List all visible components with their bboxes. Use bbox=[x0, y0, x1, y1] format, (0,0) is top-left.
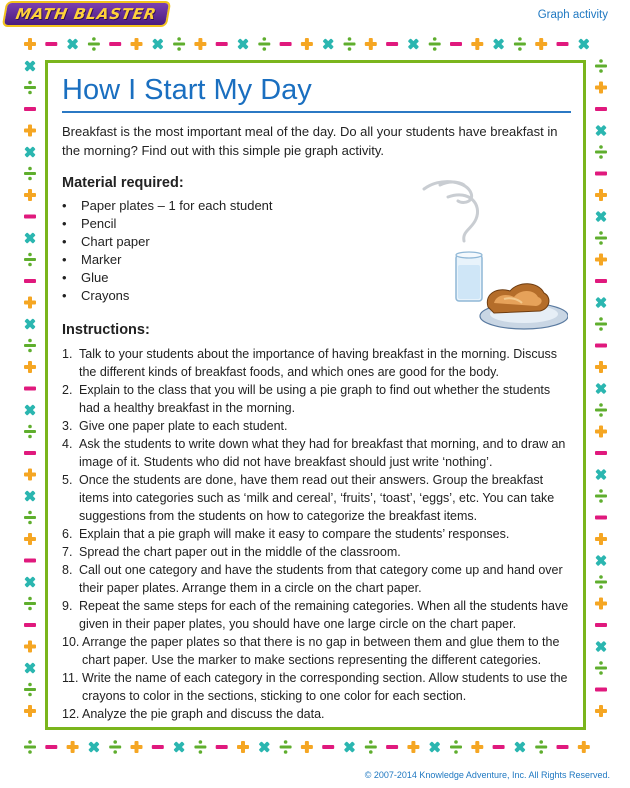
instruction-step: 3. Give one paper plate to each student. bbox=[62, 419, 288, 433]
minus-icon bbox=[24, 623, 36, 627]
plus-icon bbox=[237, 741, 249, 753]
instruction-step: 12. Analyze the pie graph and discuss the data. bbox=[62, 707, 325, 721]
plus-icon bbox=[131, 741, 143, 753]
plus-icon bbox=[365, 38, 377, 50]
minus-icon bbox=[595, 172, 607, 176]
times-icon bbox=[595, 211, 606, 222]
plus-icon bbox=[24, 705, 36, 717]
plus-icon bbox=[24, 297, 36, 309]
plus-icon bbox=[67, 741, 79, 753]
times-icon bbox=[344, 741, 355, 752]
times-icon bbox=[595, 555, 606, 566]
minus-icon bbox=[24, 387, 36, 391]
bullet-icon: • bbox=[62, 234, 67, 249]
minus-icon bbox=[386, 745, 398, 749]
minus-icon bbox=[557, 745, 569, 749]
divide-icon bbox=[173, 37, 185, 51]
times-icon bbox=[24, 576, 35, 587]
minus-icon bbox=[24, 559, 36, 563]
instruction-step: 5. Once the students are done, have them read out their answers. Group the breakfast items into categories such as ‘milk and cereal’, ‘fruits’, ‘toast’, ‘eggs’, etc. You can take suggestions from the students on how to categorize the breakfast items. bbox=[62, 473, 555, 523]
times-icon bbox=[24, 318, 35, 329]
logo-text: MATH BLASTER bbox=[14, 5, 159, 23]
copyright-notice: © 2007-2014 Knowledge Adventure, Inc. All Rights Reserved. bbox=[364, 770, 610, 780]
divide-icon bbox=[365, 740, 377, 754]
instruction-step: 6. Explain that a pie graph will make it easy to compare the students’ responses. bbox=[62, 527, 510, 541]
minus-icon bbox=[216, 42, 228, 46]
divide-icon bbox=[280, 740, 292, 754]
times-icon bbox=[24, 146, 35, 157]
minus-icon bbox=[24, 451, 36, 455]
divide-icon bbox=[595, 317, 607, 331]
instruction-step: 9. Repeat the same steps for each of the remaining categories. When all the students have given in their paper plates, you should have one large circle on the chart paper. bbox=[62, 599, 569, 631]
divide-icon bbox=[24, 740, 36, 754]
toast-icon bbox=[487, 284, 549, 313]
divide-icon bbox=[24, 167, 36, 181]
minus-icon bbox=[45, 42, 57, 46]
times-icon bbox=[24, 60, 35, 71]
plus-icon bbox=[595, 598, 607, 610]
breakfast-illustration bbox=[418, 175, 568, 335]
intro-paragraph: Breakfast is the most important meal of the day. Do all your students have breakfast in the morning? Find out with this simple pie graph activity. bbox=[62, 124, 558, 158]
minus-icon bbox=[24, 279, 36, 283]
plus-icon bbox=[595, 426, 607, 438]
divide-icon bbox=[595, 59, 607, 73]
minus-icon bbox=[109, 42, 121, 46]
divide-icon bbox=[344, 37, 356, 51]
minus-icon bbox=[557, 42, 569, 46]
divide-icon bbox=[595, 145, 607, 159]
divide-icon bbox=[595, 575, 607, 589]
divide-icon bbox=[595, 489, 607, 503]
bullet-icon: • bbox=[62, 252, 67, 267]
times-icon bbox=[24, 490, 35, 501]
divide-icon bbox=[514, 37, 526, 51]
times-icon bbox=[578, 38, 589, 49]
instructions-heading: Instructions: bbox=[62, 322, 150, 338]
minus-icon bbox=[45, 745, 57, 749]
divide-icon bbox=[429, 37, 441, 51]
divide-icon bbox=[194, 740, 206, 754]
minus-icon bbox=[595, 279, 607, 283]
times-icon bbox=[429, 741, 440, 752]
plus-icon bbox=[24, 361, 36, 373]
divide-icon bbox=[595, 403, 607, 417]
plus-icon bbox=[595, 533, 607, 545]
material-item: • Crayons bbox=[62, 288, 130, 303]
minus-icon bbox=[595, 688, 607, 692]
times-icon bbox=[595, 125, 606, 136]
plus-icon bbox=[24, 125, 36, 137]
minus-icon bbox=[24, 215, 36, 219]
times-icon bbox=[173, 741, 184, 752]
plus-icon bbox=[535, 38, 547, 50]
plus-icon bbox=[24, 469, 36, 481]
plus-icon bbox=[24, 641, 36, 653]
times-icon bbox=[24, 404, 35, 415]
times-icon bbox=[152, 38, 163, 49]
category-label: Graph activity bbox=[537, 9, 608, 21]
divide-icon bbox=[24, 425, 36, 439]
instruction-step: 7. Spread the chart paper out in the middle of the classroom. bbox=[62, 545, 401, 559]
materials-heading: Material required: bbox=[62, 175, 184, 191]
times-icon bbox=[408, 38, 419, 49]
divide-icon bbox=[535, 740, 547, 754]
times-icon bbox=[323, 38, 334, 49]
minus-icon bbox=[595, 623, 607, 627]
plus-icon bbox=[595, 361, 607, 373]
plus-icon bbox=[407, 741, 419, 753]
minus-icon bbox=[24, 107, 36, 111]
times-icon bbox=[595, 297, 606, 308]
divide-icon bbox=[24, 81, 36, 95]
instruction-step: 10. Arrange the paper plates so that there is no gap in between them and glue them to the chart paper. Use the marker to make sections representing the different categories. bbox=[62, 635, 560, 667]
instruction-step: 8. Call out one category and have the students from that category come up and hand over their paper plates. Arrange them in a circle on the chart paper. bbox=[62, 563, 563, 595]
plus-icon bbox=[595, 82, 607, 94]
minus-icon bbox=[595, 516, 607, 520]
bullet-icon: • bbox=[62, 288, 67, 303]
plus-icon bbox=[24, 533, 36, 545]
materials-list bbox=[62, 197, 273, 305]
material-item: • Paper plates – 1 for each student bbox=[62, 198, 273, 213]
bullet-icon: • bbox=[62, 198, 67, 213]
times-icon bbox=[259, 741, 270, 752]
minus-icon bbox=[595, 451, 607, 455]
times-icon bbox=[24, 232, 35, 243]
divide-icon bbox=[24, 511, 36, 525]
divide-icon bbox=[24, 597, 36, 611]
divide-icon bbox=[595, 231, 607, 245]
minus-icon bbox=[322, 745, 334, 749]
plus-icon bbox=[24, 189, 36, 201]
times-icon bbox=[88, 741, 99, 752]
plus-icon bbox=[24, 38, 36, 50]
times-icon bbox=[493, 38, 504, 49]
milk-glass-icon bbox=[456, 252, 482, 301]
plus-icon bbox=[595, 254, 607, 266]
plus-icon bbox=[595, 705, 607, 717]
plus-icon bbox=[194, 38, 206, 50]
instruction-step: 2. Explain to the class that you will be using a pie graph to find out whether the students had a healthy breakfast in the morning. bbox=[62, 383, 551, 415]
minus-icon bbox=[493, 745, 505, 749]
times-icon bbox=[237, 38, 248, 49]
plus-icon bbox=[131, 38, 143, 50]
divide-icon bbox=[88, 37, 100, 51]
minus-icon bbox=[595, 344, 607, 348]
times-icon bbox=[24, 662, 35, 673]
minus-icon bbox=[280, 42, 292, 46]
instruction-step: 1. Talk to your students about the importance of having breakfast in the morning. Discuss the different kinds of breakfast foods, and which ones are good for the body. bbox=[62, 347, 558, 379]
instruction-step: 4. Ask the students to write down what they had for breakfast that morning, and to draw an image of it. Students who did not have breakfast should just write ‘nothing’. bbox=[62, 437, 566, 469]
minus-icon bbox=[450, 42, 462, 46]
material-item: • Chart paper bbox=[62, 234, 150, 249]
minus-icon bbox=[595, 107, 607, 111]
steam-icon bbox=[424, 182, 478, 241]
plus-icon bbox=[595, 189, 607, 201]
minus-icon bbox=[386, 42, 398, 46]
plus-icon bbox=[471, 741, 483, 753]
title-divider bbox=[62, 111, 571, 113]
divide-icon bbox=[24, 683, 36, 697]
divide-icon bbox=[24, 253, 36, 267]
times-icon bbox=[67, 38, 78, 49]
divide-icon bbox=[450, 740, 462, 754]
instructions-list bbox=[62, 345, 574, 723]
divide-icon bbox=[258, 37, 270, 51]
times-icon bbox=[514, 741, 525, 752]
material-item: • Glue bbox=[62, 270, 109, 285]
plus-icon bbox=[301, 38, 313, 50]
divide-icon bbox=[595, 661, 607, 675]
plus-icon bbox=[578, 741, 590, 753]
material-item: • Pencil bbox=[62, 216, 117, 231]
times-icon bbox=[595, 383, 606, 394]
divide-icon bbox=[24, 339, 36, 353]
divide-icon bbox=[109, 740, 121, 754]
plus-icon bbox=[301, 741, 313, 753]
instruction-step: 11. Write the name of each category in the corresponding section. Allow students to use the crayons to color in the sections, sticking to one color for each section. bbox=[62, 671, 568, 703]
times-icon bbox=[595, 469, 606, 480]
math-blaster-logo[interactable] bbox=[4, 3, 168, 25]
bullet-icon: • bbox=[62, 216, 67, 231]
plus-icon bbox=[471, 38, 483, 50]
page-title: How I Start My Day bbox=[62, 74, 312, 106]
times-icon bbox=[595, 641, 606, 652]
bullet-icon: • bbox=[62, 270, 67, 285]
material-item: • Marker bbox=[62, 252, 122, 267]
minus-icon bbox=[152, 745, 164, 749]
minus-icon bbox=[216, 745, 228, 749]
header bbox=[0, 0, 630, 30]
